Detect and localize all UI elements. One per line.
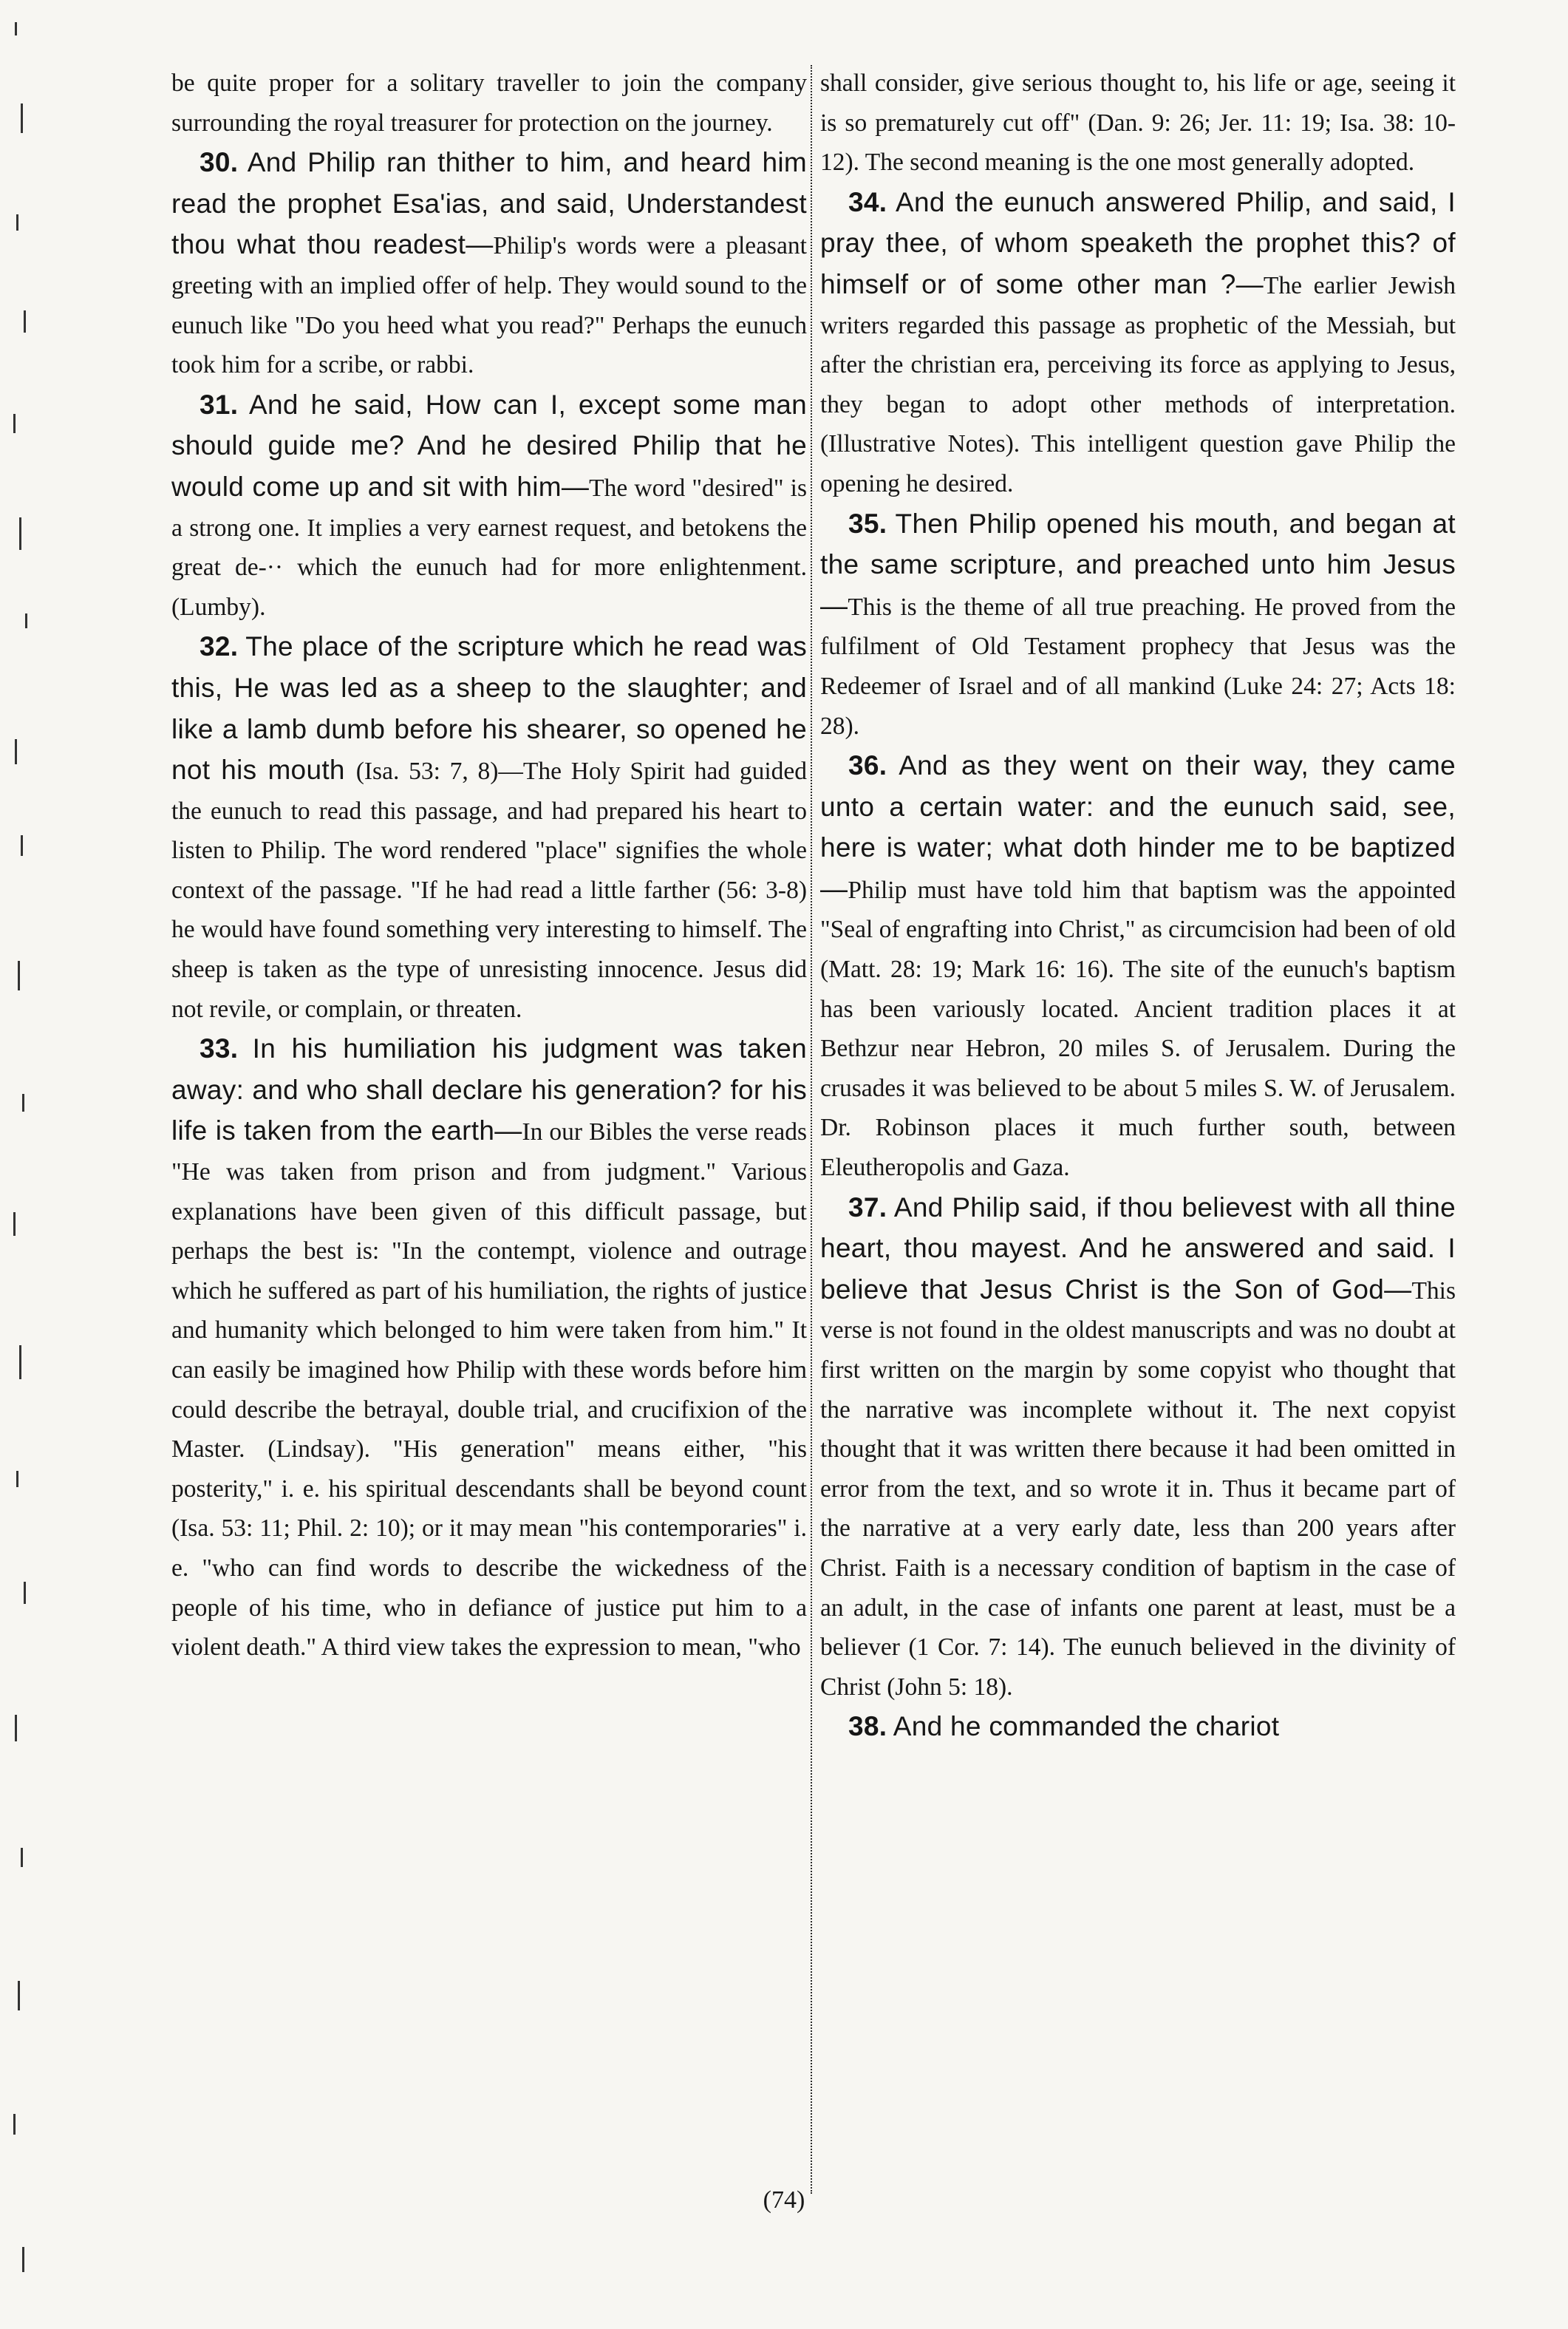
commentary-text: (Isa. 53: 7, 8)—The Holy Spirit had guided the eunuch to read this passage, and had prepared his heart to listen to Philip. The word rendered "place" signifies the whole context of the passage. "If he had read a little farther (56: 3-8) he would have found something very interesting to himself. The sheep is taken as the type of unresisting innocence. Jesus did not revile, or complain, or threaten. [171, 758, 807, 1023]
scan-mark [15, 22, 17, 35]
verse-paragraph [171, 143, 807, 385]
verse-paragraph [171, 385, 807, 628]
commentary-text: Philip's words were a pleasant greeting with an implied offer of help. They would sound to the eunuch like "Do you heed what you read?" Perhaps the eunuch took him for a scribe, or rabbi. [171, 232, 807, 379]
scan-mark [21, 103, 23, 133]
continuation-paragraph [820, 64, 1456, 183]
scan-mark [18, 1981, 20, 2010]
scan-mark [25, 613, 27, 628]
verse-paragraph [171, 1029, 807, 1667]
commentary-text: The word "desired" is a strong one. It implies a very earnest request, and betokens the great de-·· which the eunuch had for more enlightenment. (Lumby). [171, 474, 807, 621]
verse-text: And Philip said, if thou believest with all thine heart, thou mayest. And he answered and said. I believe that Jesus Christ is the Son of God— [820, 1191, 1456, 1305]
verse-paragraph [820, 504, 1456, 747]
continuation-paragraph [171, 64, 807, 143]
scan-mark [22, 2247, 24, 2272]
verse-text: And as they went on their way, they came unto a certain water: and the eunuch said, see, here is water; what doth hinder me to be baptized— [820, 750, 1456, 904]
scan-mark [24, 1582, 26, 1604]
verse-text: Then Philip opened his mouth, and began at the same scripture, and preached unto him Jesus— [820, 508, 1456, 621]
page-number: (74) [763, 2186, 805, 2214]
commentary-text: The earlier Jewish writers regarded this passage as prophetic of the Messiah, but after the christian era, perceiving its force as applying to Jesus, they began to adopt other methods of interpretation. (Illustrative Notes). This intelligent question gave Philip the opening he desired. [820, 271, 1456, 497]
commentary-text: In our Bibles the verse reads "He was taken from prison and from judgment." Various explanations have been given of this difficult passage, but perhaps the best is: "In the contempt, violence and outrage which he suffered as part of his humiliation, the rights of justice and humanity which belonged to him were taken from him." It can easily be imagined how Philip with these words before him could describe the betrayal, double trial, and crucifixion of the Master. (Lindsay). "His generation" means either, "his posterity," i. e. his spiritual descendants shall be beyond count (Isa. 53: 11; Phil. 2: 10); or it may mean "his contemporaries" i. e. "who can find words to describe the wickedness of the people of his time, who in defiance of justice put him to a violent death." A third view takes the expression to mean, "who [171, 1118, 807, 1662]
commentary-text: Philip must have told him that baptism was the appointed "Seal of engrafting into Christ," as circumcision had been of old (Matt. 28: 19; Mark 16: 16). The site of the eunuch's baptism has been variously located. Ancient tradition places it at Bethzur near Hebron, 20 miles S. of Jerusalem. During the crusades it was believed to be about 5 miles S. W. of Jerusalem. Dr. Robinson places it much further south, between Eleutheropolis and Gaza. [820, 876, 1456, 1182]
left-column [171, 64, 807, 1667]
scan-mark [18, 961, 20, 990]
column-divider [811, 65, 812, 2194]
verse-number: 36. [848, 750, 887, 781]
verse-number: 37. [848, 1191, 887, 1223]
commentary-text: be quite proper for a solitary traveller to join the company surrounding the royal treasurer for protection on the journey. [171, 69, 807, 137]
scan-mark [16, 1471, 18, 1487]
verse-number: 33. [200, 1033, 239, 1064]
verse-number: 32. [200, 631, 239, 662]
scan-mark [19, 517, 21, 550]
commentary-text: This verse is not found in the oldest manuscripts and was no doubt at first written on the margin by some copyist who thought that the narrative was incomplete without it. The next copyist thought that it was written there because it had been omitted in error from the text, and so wrote it in. Thus it became part of the narrative at a very early date, less than 200 years after Christ. Faith is a necessary condition of baptism in the case of an adult, in the case of infants one parent at least, must be a believer (1 Cor. 7: 14). The eunuch believed in the divinity of Christ (John 5: 18). [820, 1276, 1456, 1701]
scan-mark [24, 310, 26, 333]
scan-mark [16, 214, 18, 231]
verse-number: 38. [848, 1711, 887, 1742]
commentary-text: This is the theme of all true preaching. He proved from the fulfilment of Old Testament prophecy that Jesus was the Redeemer of Israel and of all mankind (Luke 24: 27; Acts 18: 28). [820, 593, 1456, 740]
verse-text: And Philip ran thither to him, and heard him read the prophet Esa'ias, and said, Understandest thou what thou readest— [171, 147, 808, 260]
verse-paragraph [820, 1188, 1456, 1707]
verse-paragraph [820, 183, 1456, 504]
verse-text: And the eunuch answered Philip, and said, I pray thee, of whom speaketh the prophet this? of himself or of some other man ?— [820, 186, 1456, 299]
scan-mark [13, 1212, 16, 1236]
verse-number: 30. [200, 147, 239, 178]
scan-mark [21, 1848, 23, 1867]
verse-number: 31. [200, 389, 239, 420]
verse-paragraph [820, 1707, 1456, 1748]
verse-text: And he said, How can I, except some man should guide me? And he desired Philip that he would come up and sit with him— [171, 389, 808, 502]
verse-number: 34. [848, 186, 887, 217]
verse-text: In his humiliation his judgment was taken away: and who shall declare his generation? for his life is taken from the earth— [171, 1033, 807, 1146]
scan-mark [19, 1345, 21, 1379]
verse-paragraph [171, 627, 807, 1029]
commentary-text: shall consider, give serious thought to, his life or age, seeing it is so prematurely cut off" (Dan. 9: 26; Jer. 11: 19; Isa. 38: 10-12). The second meaning is the one most generally adopted. [820, 69, 1456, 177]
scan-mark [15, 1715, 17, 1741]
verse-paragraph [820, 746, 1456, 1188]
scan-mark [15, 739, 17, 764]
scan-mark [13, 2114, 16, 2135]
left-margin-scan-marks [6, 0, 50, 2329]
verse-number: 35. [848, 508, 887, 539]
verse-text: The place of the scripture which he read was this, He was led as a sheep to the slaughter; and like a lamb dumb before his shearer, so opened he not his mouth [171, 631, 808, 786]
scan-mark [13, 414, 16, 433]
right-column [820, 64, 1456, 1748]
scan-mark [22, 1094, 24, 1112]
scan-mark [21, 835, 23, 856]
verse-text: And he commanded the chariot [893, 1711, 1280, 1742]
